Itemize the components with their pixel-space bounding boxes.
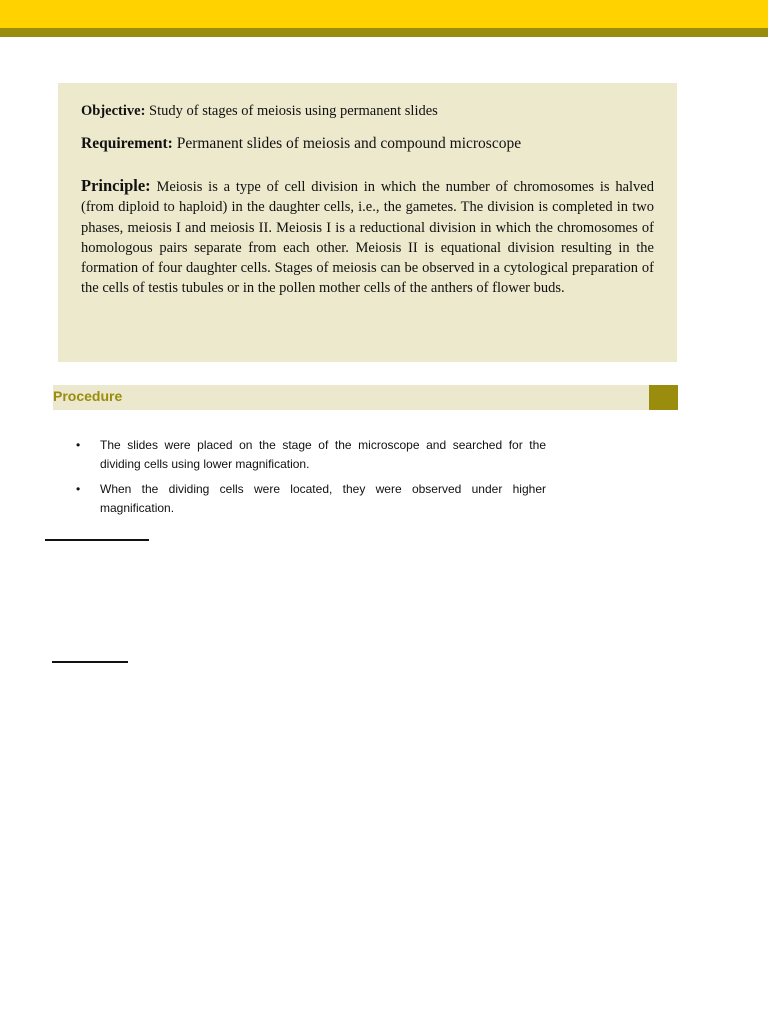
procedure-heading-marker [649,385,678,410]
objective-label: Objective: [81,103,146,119]
procedure-step-text: When the dividing cells were located, they were observed under higher magnification. [100,482,546,515]
bullet-icon: • [76,438,81,452]
objective-line [81,101,654,121]
requirement-line [81,133,654,155]
divider-line [45,539,149,541]
procedure-steps-list [76,436,546,524]
requirement-label: Requirement: [81,135,173,152]
principle-label: Principle: [81,176,151,195]
intro-box [58,83,677,362]
bullet-icon: • [76,482,81,496]
header-band [0,0,768,28]
principle-text: Meiosis is a type of cell division in which the number of chromosomes is halved (from diploid to haploid) in the daughter cells, i.e., the gametes. The division is completed in two phases, meiosis I and meiosis II. Meiosis I is a reductional division in which the chromosomes of homologous pairs separate from each other. Meiosis II is equational division resulting in the formation of four daughter cells. Stages of meiosis can be observed in a cytological preparation of the cells of testis tubules or in the pollen mother cells of the anthers of flower buds. [81,179,654,297]
principle-paragraph [81,176,654,299]
procedure-step [76,436,546,474]
divider-line [52,661,128,663]
procedure-title: Procedure [53,388,123,404]
procedure-heading-bar [53,385,649,410]
requirement-text: Permanent slides of meiosis and compound microscope [176,135,522,152]
header-accent-band [0,28,768,37]
procedure-step-text: The slides were placed on the stage of the microscope and searched for the dividing cells using lower magnification. [100,438,546,471]
procedure-step [76,480,546,518]
objective-text: Study of stages of meiosis using permanent slides [149,103,438,119]
